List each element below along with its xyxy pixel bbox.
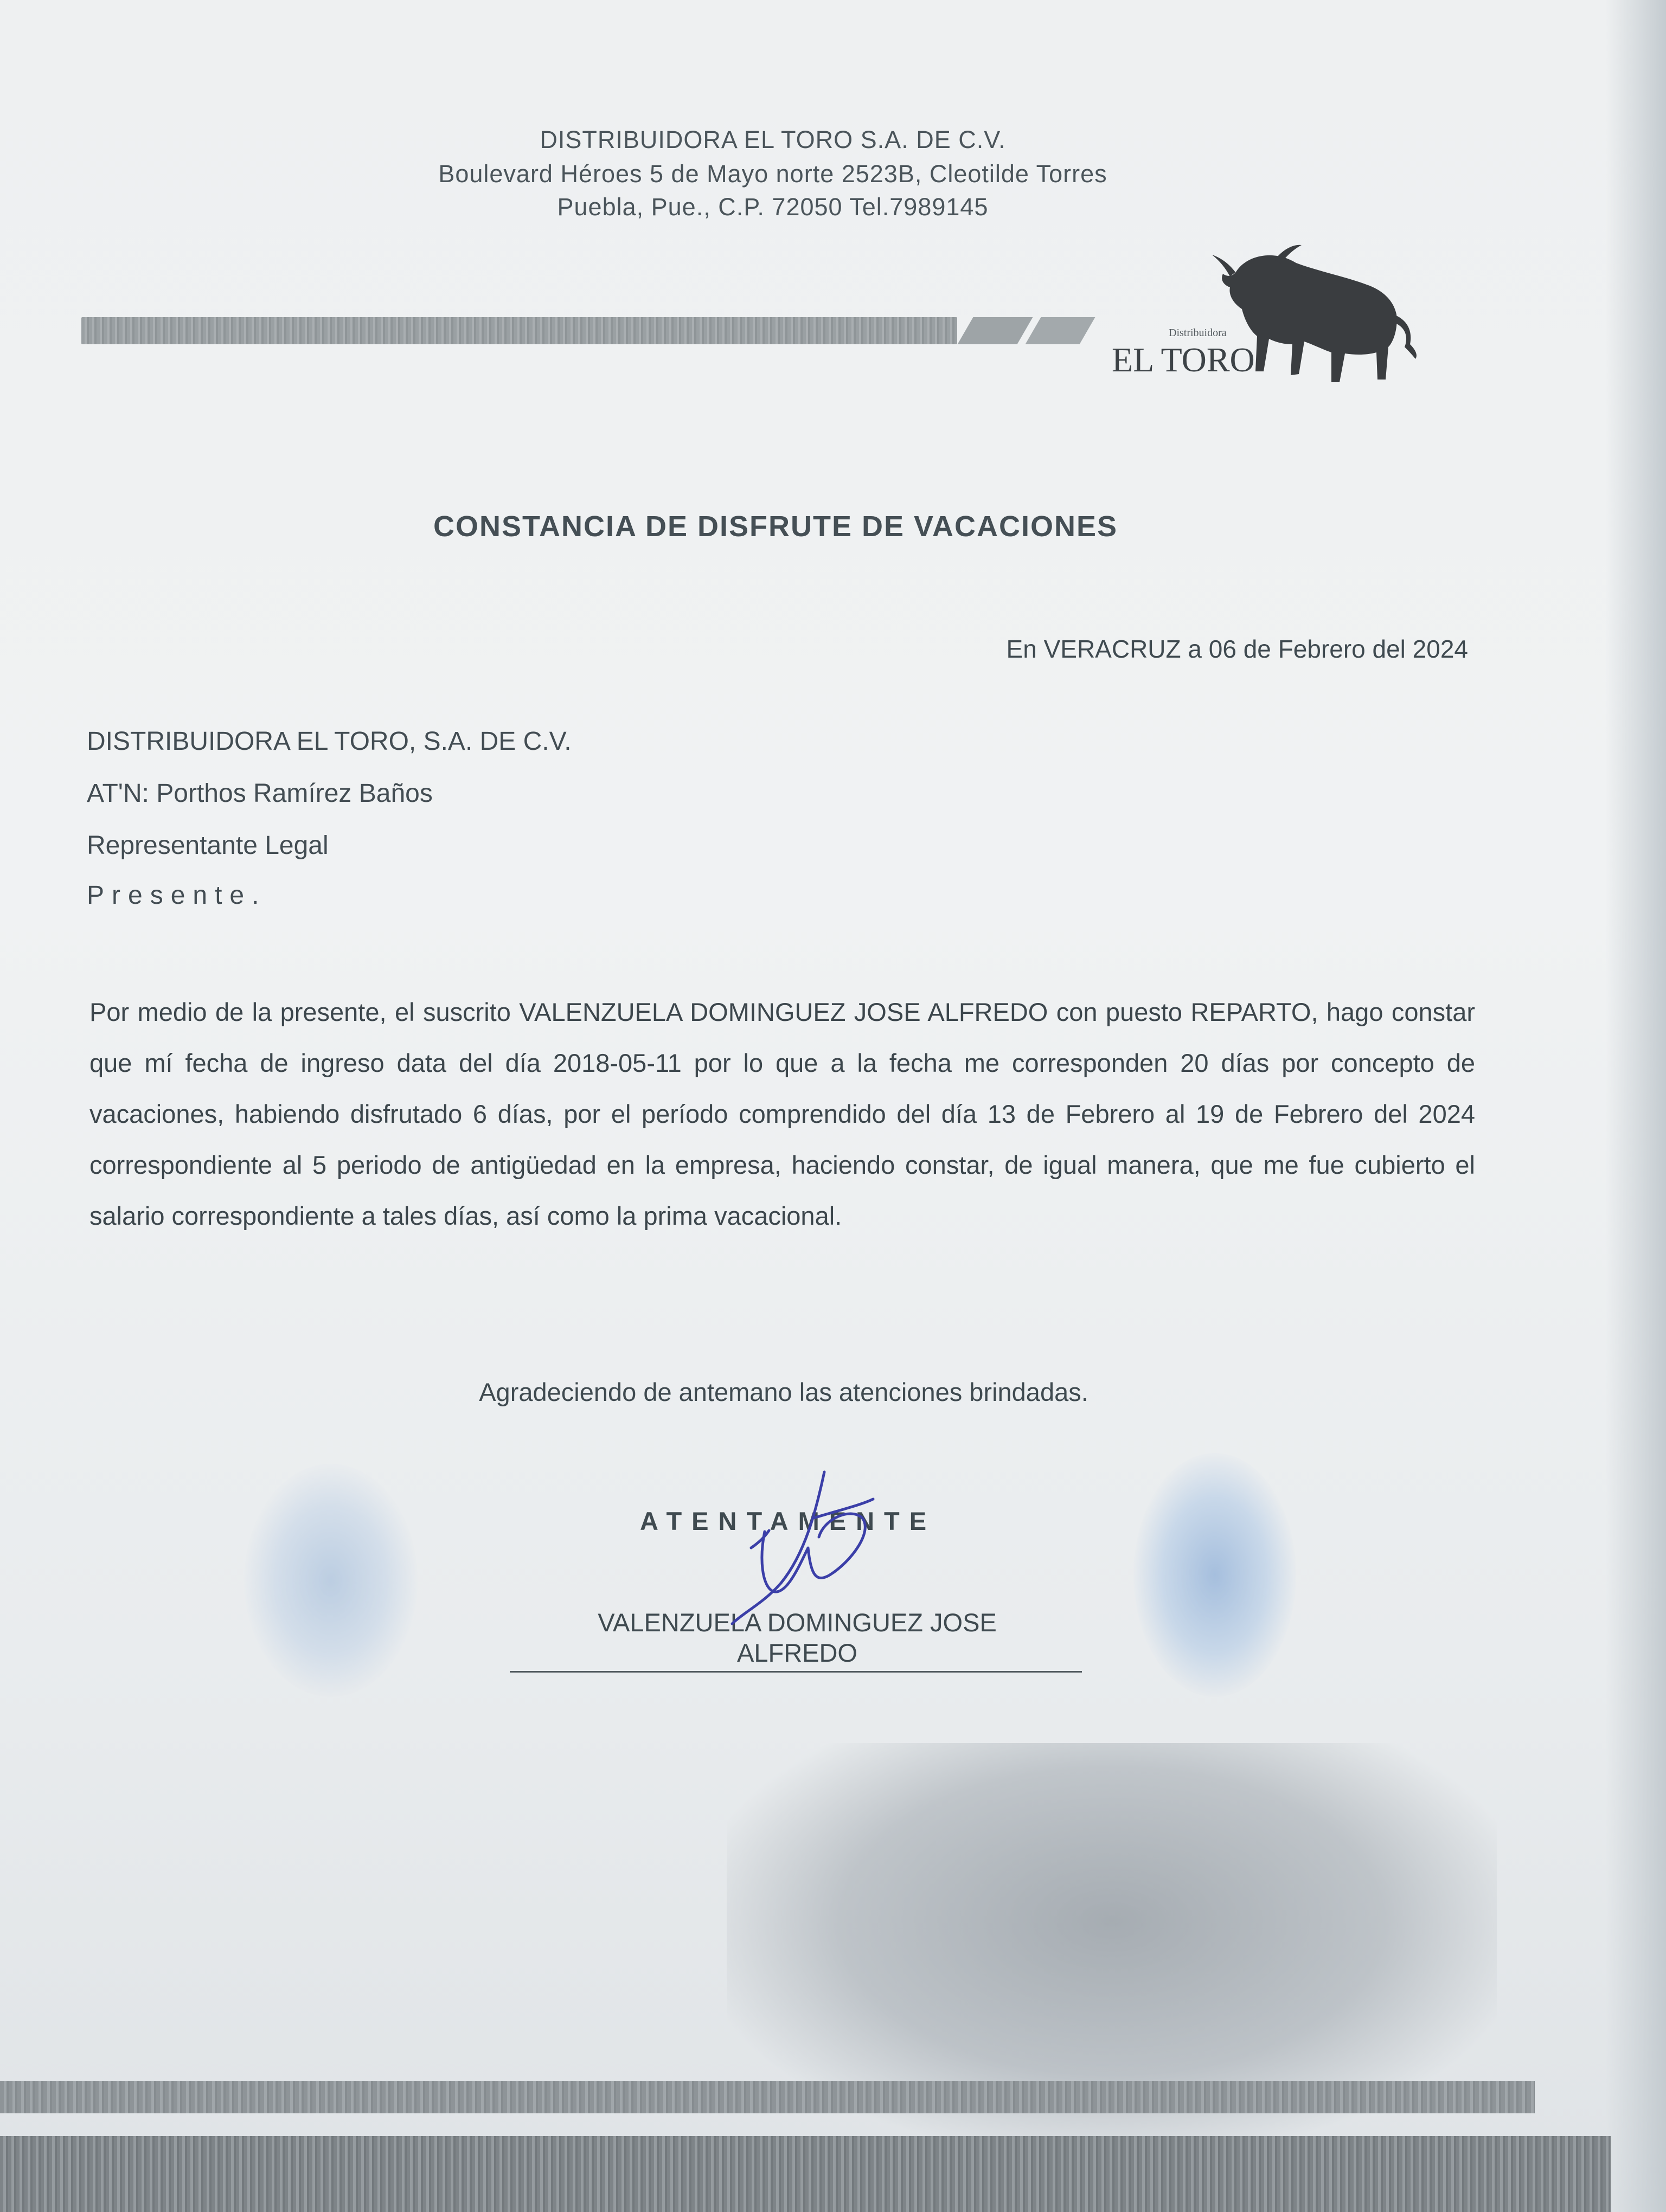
logo-brand-text: EL TORO xyxy=(1112,340,1255,379)
date-line: En VERACRUZ a 06 de Febrero del 2024 xyxy=(1006,635,1468,663)
signature-line xyxy=(510,1671,1082,1673)
fingerprint-left xyxy=(244,1464,418,1697)
bottom-band xyxy=(0,2081,1535,2113)
letterhead-address-line2: Puebla, Pue., C.P. 72050 Tel.7989145 xyxy=(557,193,989,221)
body-paragraph: Por medio de la presente, el suscrito VALENZUELA DOMINGUEZ JOSE ALFREDO con puesto REPARTO, hago constar que mí fecha de ingreso data del día 2018-05-11 por lo que a la fecha me corresponden 20 días por concepto de vacaciones, habiendo disfrutado 6 días, por el período comprendido del día 13 de Febrero al 19 de Febrero del 2024 correspondiente al 5 periodo de antigüedad en la empresa, haciendo constar, de igual manera, que me fue cubierto el salario correspondiente a tales días, así como la prima vacacional. xyxy=(89,998,1475,1230)
signer-name-line2: ALFREDO xyxy=(737,1638,857,1667)
document-title: CONSTANCIA DE DISFRUTE DE VACACIONES xyxy=(433,510,1118,543)
header-stripe xyxy=(81,317,957,344)
signer-name-line1: VALENZUELA DOMINGUEZ JOSE xyxy=(598,1608,997,1637)
fingerprint-right xyxy=(1133,1453,1296,1697)
letterhead-company: DISTRIBUIDORA EL TORO S.A. DE C.V. xyxy=(540,126,1006,153)
recipient-greeting: Presente. xyxy=(87,881,267,910)
company-logo xyxy=(1112,233,1426,401)
page-edge xyxy=(1605,0,1666,2212)
logo-small-text: Distribuidora xyxy=(1169,327,1227,339)
photo-shadow xyxy=(727,1743,1497,2139)
recipient-attention: AT'N: Porthos Ramírez Baños xyxy=(87,779,433,808)
recipient-company: DISTRIBUIDORA EL TORO, S.A. DE C.V. xyxy=(87,727,572,756)
signature-salutation: ATENTAMENTE xyxy=(640,1507,937,1535)
handwritten-signature xyxy=(700,1467,879,1629)
recipient-role: Representante Legal xyxy=(87,831,329,860)
bottom-band xyxy=(0,2136,1611,2212)
letterhead-address-line1: Boulevard Héroes 5 de Mayo norte 2523B, Cleotilde Torres xyxy=(438,160,1107,188)
closing-line: Agradeciendo de antemano las atenciones brindadas. xyxy=(479,1378,1088,1406)
